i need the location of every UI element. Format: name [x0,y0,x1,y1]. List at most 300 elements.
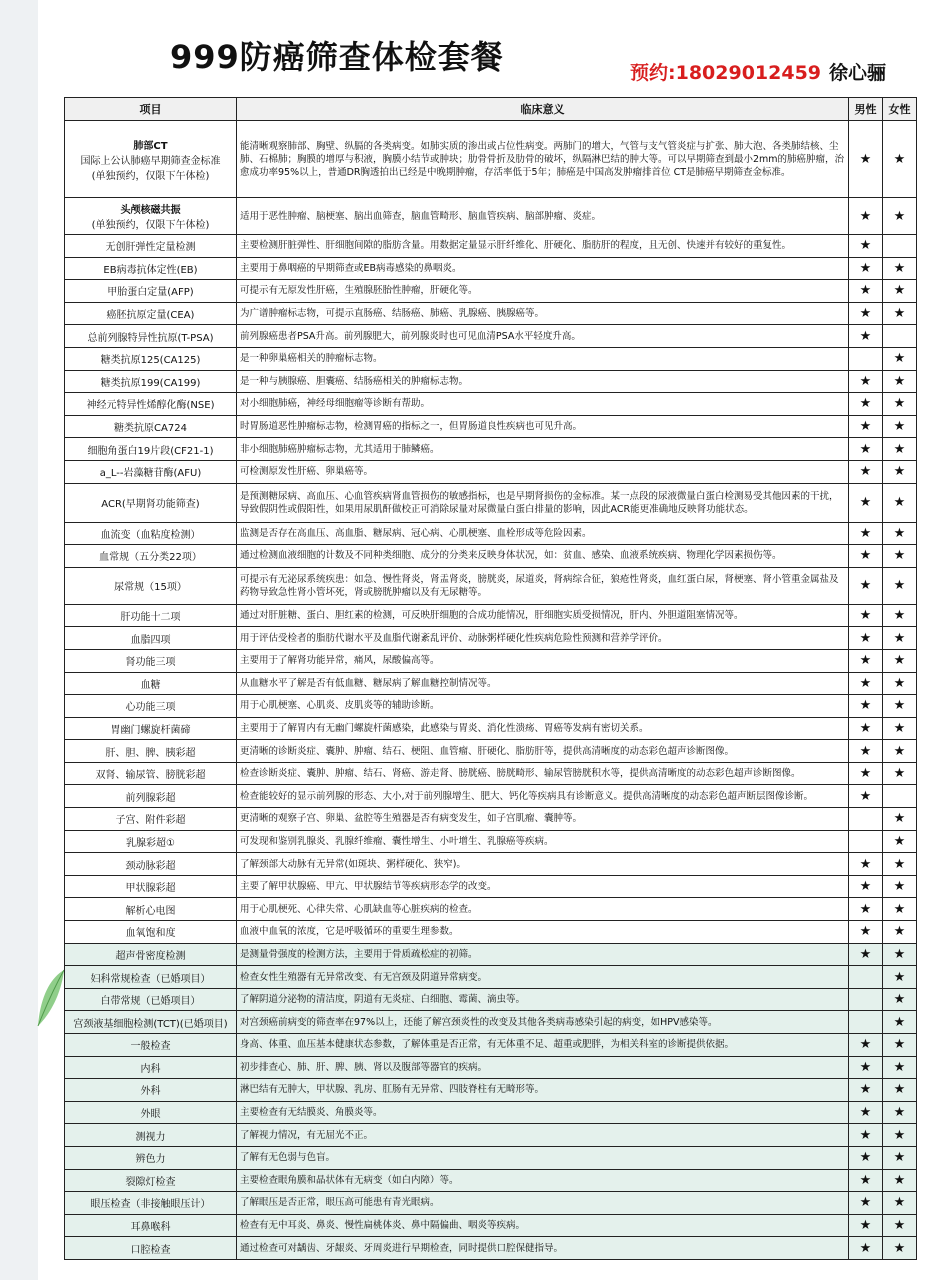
table-row [65,1192,917,1215]
star-icon: ★ [893,1059,906,1075]
item-cell [65,695,237,718]
item-cell [65,717,237,740]
meaning-cell: 可发现和鉴别乳腺炎、乳腺纤维瘤、囊性增生、小叶增生、乳腺癌等疾病。 [237,830,849,853]
female-applicable-cell [883,198,917,235]
male-applicable-cell [849,370,883,393]
star-icon: ★ [859,464,872,480]
star-icon: ★ [859,548,872,564]
star-icon: ★ [893,879,906,895]
male-applicable-cell [849,875,883,898]
female-applicable-cell [883,522,917,545]
item-name: 解析心电图 [125,905,176,917]
item-cell [65,1124,237,1147]
item-name: 内科 [140,1063,161,1075]
star-icon: ★ [893,151,906,167]
male-applicable-cell [849,695,883,718]
female-applicable-cell [883,438,917,461]
star-icon: ★ [893,1172,906,1188]
item-cell [65,921,237,944]
male-applicable-cell [849,393,883,416]
female-applicable-cell [883,695,917,718]
meaning-cell: 为广谱肿瘤标志物，可提示直肠癌、结肠癌、肺癌、乳腺癌、胰腺癌等。 [237,302,849,325]
female-applicable-cell [883,415,917,438]
female-applicable-cell [883,1192,917,1215]
item-cell [65,649,237,672]
meaning-cell: 更清晰的诊断炎症、囊肿、肿瘤、结石、梗阻、血管瘤、肝硬化、脂肪肝等，提供高清晰度的动态彩色超声诊断图像。 [237,740,849,763]
meaning-cell: 主要用于鼻咽癌的早期筛查或EB病毒感染的鼻咽炎。 [237,257,849,280]
table-row [65,522,917,545]
female-applicable-cell [883,460,917,483]
item-cell [65,1146,237,1169]
star-icon: ★ [893,675,906,691]
item-name: 心功能三项 [125,702,176,714]
star-icon: ★ [893,1037,906,1053]
item-cell [65,1101,237,1124]
star-icon: ★ [859,238,872,254]
item-cell [65,966,237,989]
star-icon: ★ [893,1150,906,1166]
item-name: 辨色力 [135,1154,166,1166]
meaning-cell: 初步排查心、肺、肝、脾、胰、肾以及腹部等器官的疾病。 [237,1056,849,1079]
meaning-cell: 主要用于了解胃内有无幽门螺旋杆菌感染，此感染与胃炎、消化性溃疡、胃癌等发病有密切关系。 [237,717,849,740]
table-row [65,604,917,627]
male-applicable-cell [849,325,883,348]
table-row [65,280,917,303]
meaning-cell: 检查有无中耳炎、鼻炎、慢性扁桃体炎、鼻中隔偏曲、咽炎等疾病。 [237,1214,849,1237]
item-cell [65,875,237,898]
star-icon: ★ [859,675,872,691]
meaning-cell: 通过检查可对龋齿、牙龈炎、牙周炎进行早期检查，同时提供口腔保健指导。 [237,1237,849,1260]
star-icon: ★ [859,1218,872,1234]
item-cell [65,393,237,416]
item-cell [65,604,237,627]
table-row [65,966,917,989]
item-cell [65,740,237,763]
meaning-cell: 主要检查有无结膜炎、角膜炎等。 [237,1101,849,1124]
star-icon: ★ [893,1195,906,1211]
item-name: 宫颈液基细胞检测(TCT)(已婚项目) [73,1018,228,1030]
left-edge-background [0,0,38,1280]
item-name: 血脂四项 [130,634,171,646]
male-applicable-cell [849,198,883,235]
item-name: ACR(早期肾功能筛查) [101,499,200,511]
item-name: 血常规（五分类22项） [99,552,202,564]
male-applicable-cell [849,567,883,604]
male-applicable-cell [849,1192,883,1215]
item-name: 细胞角蛋白19片段(CF21-1) [87,445,214,457]
star-icon: ★ [859,1150,872,1166]
table-row [65,121,917,198]
male-applicable-cell [849,1034,883,1057]
item-note-2: (单独预约，仅限下午体检) [91,170,210,182]
female-applicable-cell [883,302,917,325]
table-row [65,1237,917,1260]
table-row [65,1214,917,1237]
item-cell [65,121,237,198]
star-icon: ★ [859,1240,872,1256]
star-icon: ★ [893,630,906,646]
item-name: 肝功能十二项 [120,612,181,624]
star-icon: ★ [893,578,906,594]
meaning-cell: 前列腺癌患者PSA升高。前列腺肥大，前列腺炎时也可见血清PSA水平轻度升高。 [237,325,849,348]
column-header-item: 项目 [65,98,237,121]
item-cell [65,808,237,831]
table-row [65,460,917,483]
female-applicable-cell [883,1169,917,1192]
meaning-cell: 对宫颈癌前病变的筛查率在97%以上，还能了解宫颈炎性的改变及其他各类病毒感染引起的病变，如HPV感染等。 [237,1011,849,1034]
item-name: 测视力 [135,1131,166,1143]
male-applicable-cell [849,627,883,650]
star-icon: ★ [859,1082,872,1098]
table-row [65,830,917,853]
female-applicable-cell [883,347,917,370]
meaning-cell: 通过检测血液细胞的计数及不同种类细胞、成分的分类来反映身体状况，如：贫血、感染、血液系统疾病、物理化学因素损伤等。 [237,545,849,568]
male-applicable-cell [849,235,883,258]
female-applicable-cell [883,875,917,898]
page-title: 999防癌筛查体检套餐 [170,38,504,76]
item-cell [65,347,237,370]
meaning-cell: 血液中血氧的浓度，它是呼吸循环的重要生理参数。 [237,921,849,944]
item-name: 血氧饱和度 [125,928,176,940]
item-name: 子宫、附件彩超 [115,815,186,827]
item-name: 肝、胆、脾、胰彩超 [105,747,196,759]
star-icon: ★ [859,260,872,276]
item-cell [65,785,237,808]
table-row [65,672,917,695]
table-header-row [65,98,917,121]
star-icon: ★ [893,833,906,849]
male-applicable-cell [849,545,883,568]
star-icon: ★ [893,924,906,940]
star-icon: ★ [859,283,872,299]
item-cell [65,302,237,325]
female-applicable-cell [883,649,917,672]
meaning-cell: 检查能较好的显示前列腺的形态、大小,对于前列腺增生、肥大、钙化等疾病具有诊断意义。提供高清晰度的动态彩色超声断层图像诊断。 [237,785,849,808]
table-row [65,898,917,921]
star-icon: ★ [859,1172,872,1188]
item-name: 胃幽门螺旋杆菌碲 [110,724,191,736]
item-name: 癌胚抗原定量(CEA) [106,310,195,322]
meaning-cell: 用于心肌梗死、心律失常、心肌缺血等心脏疾病的检查。 [237,898,849,921]
star-icon: ★ [859,396,872,412]
table-row [65,1034,917,1057]
star-icon: ★ [859,608,872,624]
star-icon: ★ [859,924,872,940]
star-icon: ★ [859,1059,872,1075]
star-icon: ★ [893,1082,906,1098]
star-icon: ★ [859,879,872,895]
table-row [65,545,917,568]
item-cell [65,567,237,604]
item-name: 血糖 [140,679,161,691]
item-name: 外眼 [140,1109,161,1121]
star-icon: ★ [859,525,872,541]
female-applicable-cell [883,988,917,1011]
star-icon: ★ [859,419,872,435]
female-applicable-cell [883,235,917,258]
item-name: 肺部CT [133,140,168,152]
item-name: 白带常规（已婚项目） [100,996,201,1008]
item-cell [65,325,237,348]
star-icon: ★ [859,653,872,669]
table-row [65,415,917,438]
item-name: 超声骨密度检测 [115,950,186,962]
item-name: 一般检查 [130,1041,171,1053]
male-applicable-cell [849,522,883,545]
item-name: 眼压检查（非接触眼压计） [90,1199,211,1211]
female-applicable-cell [883,393,917,416]
table-row [65,785,917,808]
item-cell [65,370,237,393]
female-applicable-cell [883,808,917,831]
contact-name: 徐心骊 [829,62,887,84]
star-icon: ★ [859,743,872,759]
star-icon: ★ [893,766,906,782]
star-icon: ★ [893,811,906,827]
male-applicable-cell [849,1056,883,1079]
meaning-cell: 可提示有无泌尿系统疾患：如急、慢性肾炎，肾盂肾炎，膀胱炎，尿道炎，肾病综合征，狼疮性肾炎，血红蛋白尿，肾梗塞、肾小管重金属盐及药物导致急性肾小管坏死，肾或膀胱肿瘤以及有无尿糖等。 [237,567,849,604]
item-cell [65,943,237,966]
male-applicable-cell [849,302,883,325]
meaning-cell: 从血糖水平了解是否有低血糖、糖尿病了解血糖控制情况等。 [237,672,849,695]
table-row [65,370,917,393]
star-icon: ★ [859,1127,872,1143]
female-applicable-cell [883,853,917,876]
item-cell [65,198,237,235]
male-applicable-cell [849,853,883,876]
item-cell [65,1011,237,1034]
table-row [65,483,917,522]
male-applicable-cell [849,1146,883,1169]
table-row [65,627,917,650]
star-icon: ★ [859,373,872,389]
item-cell [65,1034,237,1057]
male-applicable-cell [849,898,883,921]
item-cell [65,672,237,695]
female-applicable-cell [883,943,917,966]
female-applicable-cell [883,567,917,604]
item-name: 糖类抗原199(CA199) [100,377,201,389]
item-name: 糖类抗原125(CA125) [100,355,201,367]
meaning-cell: 对小细胞肺癌，神经母细胞瘤等诊断有帮助。 [237,393,849,416]
item-name: 前列腺彩超 [125,792,176,804]
male-applicable-cell [849,943,883,966]
meaning-cell: 是一种与胰腺癌、胆囊癌、结肠癌相关的肿瘤标志物。 [237,370,849,393]
male-applicable-cell [849,830,883,853]
star-icon: ★ [893,525,906,541]
booking-contact [630,58,886,85]
star-icon: ★ [859,495,872,511]
star-icon: ★ [893,464,906,480]
meaning-cell: 通过对肝脏糖、蛋白、胆红素的检测，可反映肝细胞的合成功能情况，肝细胞实质受损情况，肝内、外胆道阻塞情况等。 [237,604,849,627]
star-icon: ★ [859,766,872,782]
star-icon: ★ [893,992,906,1008]
female-applicable-cell [883,830,917,853]
item-name: 总前列腺特异性抗原(T-PSA) [87,332,214,344]
checkup-table [64,97,917,1260]
star-icon: ★ [893,1014,906,1030]
star-icon: ★ [893,306,906,322]
female-applicable-cell [883,740,917,763]
item-cell [65,438,237,461]
male-applicable-cell [849,762,883,785]
female-applicable-cell [883,1101,917,1124]
star-icon: ★ [893,260,906,276]
male-applicable-cell [849,1214,883,1237]
star-icon: ★ [893,548,906,564]
star-icon: ★ [893,1218,906,1234]
star-icon: ★ [859,788,872,804]
meaning-cell: 了解阴道分泌物的清洁度，阴道有无炎症、白细胞、霉菌、滴虫等。 [237,988,849,1011]
meaning-cell: 用于心肌梗塞、心肌炎、皮肌炎等的辅助诊断。 [237,695,849,718]
star-icon: ★ [893,396,906,412]
item-name: 乳腺彩超① [126,837,175,849]
item-note: (单独预约，仅限下午体检) [91,220,210,231]
item-name: 口腔检查 [130,1244,171,1256]
table-row [65,235,917,258]
male-applicable-cell [849,785,883,808]
item-name: a_L--岩藻糖苷酶(AFU) [99,468,202,480]
item-name: 糖类抗原CA724 [114,423,187,435]
table-row [65,717,917,740]
meaning-cell: 主要检测肝脏弹性、肝细胞间隙的脂肪含量。用数据定量显示肝纤维化、肝硬化、脂肪肝的程度，且无创、快速并有较好的重复性。 [237,235,849,258]
item-note: 国际上公认肺癌早期筛查金标准 [80,155,221,167]
female-applicable-cell [883,280,917,303]
star-icon: ★ [859,901,872,917]
item-name: 颈动脉彩超 [125,860,176,872]
star-icon: ★ [893,208,906,224]
meaning-cell: 身高、体重、血压基本健康状态参数，了解体重是否正常，有无体重不足、超重或肥胖，为相关科室的诊断提供依据。 [237,1034,849,1057]
male-applicable-cell [849,988,883,1011]
meaning-cell: 适用于恶性肿瘤、脑梗塞、脑出血筛查，脑血管畸形、脑血管疾病、脑部肿瘤、炎症。 [237,198,849,235]
female-applicable-cell [883,966,917,989]
item-name: 妇科常规检查（已婚项目） [90,973,211,985]
female-applicable-cell [883,762,917,785]
female-applicable-cell [883,1034,917,1057]
male-applicable-cell [849,1079,883,1102]
male-applicable-cell [849,966,883,989]
table-row [65,1056,917,1079]
item-cell [65,235,237,258]
meaning-cell: 淋巴结有无肿大，甲状腺、乳房、肛肠有无异常、四肢脊柱有无畸形等。 [237,1079,849,1102]
meaning-cell: 主要用于了解肾功能异常，痛风，尿酸偏高等。 [237,649,849,672]
female-applicable-cell [883,1056,917,1079]
item-name: 无创肝弹性定量检测 [105,242,196,254]
table-row [65,257,917,280]
item-cell [65,257,237,280]
meaning-cell: 用于评估受检者的脂肪代谢水平及血脂代谢紊乱评价、动脉粥样硬化性疾病危险性预测和营养学评价。 [237,627,849,650]
star-icon: ★ [893,608,906,624]
table-row [65,198,917,235]
table-row [65,438,917,461]
item-cell [65,988,237,1011]
item-cell [65,1214,237,1237]
star-icon: ★ [859,856,872,872]
leaf-decoration-icon [36,968,66,1028]
meaning-cell: 了解眼压是否正常，眼压高可能患有青光眼病。 [237,1192,849,1215]
table-row [65,1146,917,1169]
male-applicable-cell [849,1124,883,1147]
item-name: 耳鼻喉科 [130,1222,171,1234]
male-applicable-cell [849,1237,883,1260]
star-icon: ★ [893,1127,906,1143]
female-applicable-cell [883,483,917,522]
item-cell [65,830,237,853]
item-cell [65,1237,237,1260]
female-applicable-cell [883,370,917,393]
star-icon: ★ [859,306,872,322]
star-icon: ★ [859,1037,872,1053]
male-applicable-cell [849,921,883,944]
female-applicable-cell [883,672,917,695]
male-applicable-cell [849,257,883,280]
meaning-cell: 更清晰的观察子宫、卵巢、盆腔等生殖器是否有病变发生，如子宫肌瘤、囊肿等。 [237,808,849,831]
item-name: EB病毒抗体定性(EB) [103,264,198,276]
male-applicable-cell [849,808,883,831]
female-applicable-cell [883,1011,917,1034]
table-row [65,1124,917,1147]
meaning-cell: 是预测糖尿病、高血压、心血管疾病肾血管损伤的敏感指标，也是早期肾损伤的金标准。某一点段的尿液微量白蛋白检测易受其他因素的干扰，导致假阴性或假阳性，如果用尿肌酐做校正可消除尿量对尿微量白蛋白排量的影响，因此ACR能更准确地反映肾功能状态。 [237,483,849,522]
star-icon: ★ [893,946,906,962]
table-row [65,649,917,672]
table-row [65,393,917,416]
female-applicable-cell [883,545,917,568]
meaning-cell: 主要了解甲状腺癌、甲亢、甲状腺结节等疾病形态学的改变。 [237,875,849,898]
star-icon: ★ [859,1195,872,1211]
item-name: 血流变（血粘度检测） [100,529,201,541]
meaning-cell: 是一种卵巢癌相关的肿瘤标志物。 [237,347,849,370]
female-applicable-cell [883,627,917,650]
star-icon: ★ [859,1105,872,1121]
star-icon: ★ [859,441,872,457]
table-row [65,302,917,325]
star-icon: ★ [859,630,872,646]
item-cell [65,545,237,568]
item-cell [65,483,237,522]
male-applicable-cell [849,672,883,695]
item-cell [65,627,237,650]
male-applicable-cell [849,649,883,672]
female-applicable-cell [883,325,917,348]
item-name: 尿常规（15项） [114,582,187,594]
table-row [65,921,917,944]
female-applicable-cell [883,257,917,280]
female-applicable-cell [883,785,917,808]
star-icon: ★ [859,208,872,224]
item-cell [65,1169,237,1192]
meaning-cell: 可提示有无原发性肝癌，生殖腺胚胎性肿瘤，肝硬化等。 [237,280,849,303]
meaning-cell: 非小细胞肺癌肿瘤标志物，尤其适用于肺鳞癌。 [237,438,849,461]
table-row [65,853,917,876]
star-icon: ★ [893,698,906,714]
male-applicable-cell [849,415,883,438]
meaning-cell: 是测量骨强度的检测方法，主要用于骨质疏松症的初筛。 [237,943,849,966]
star-icon: ★ [893,419,906,435]
table-row [65,567,917,604]
table-row [65,1079,917,1102]
item-cell [65,1056,237,1079]
star-icon: ★ [893,653,906,669]
female-applicable-cell [883,717,917,740]
table-row [65,325,917,348]
table-row [65,943,917,966]
female-applicable-cell [883,898,917,921]
female-applicable-cell [883,604,917,627]
item-cell [65,1192,237,1215]
star-icon: ★ [893,969,906,985]
female-applicable-cell [883,1079,917,1102]
male-applicable-cell [849,438,883,461]
